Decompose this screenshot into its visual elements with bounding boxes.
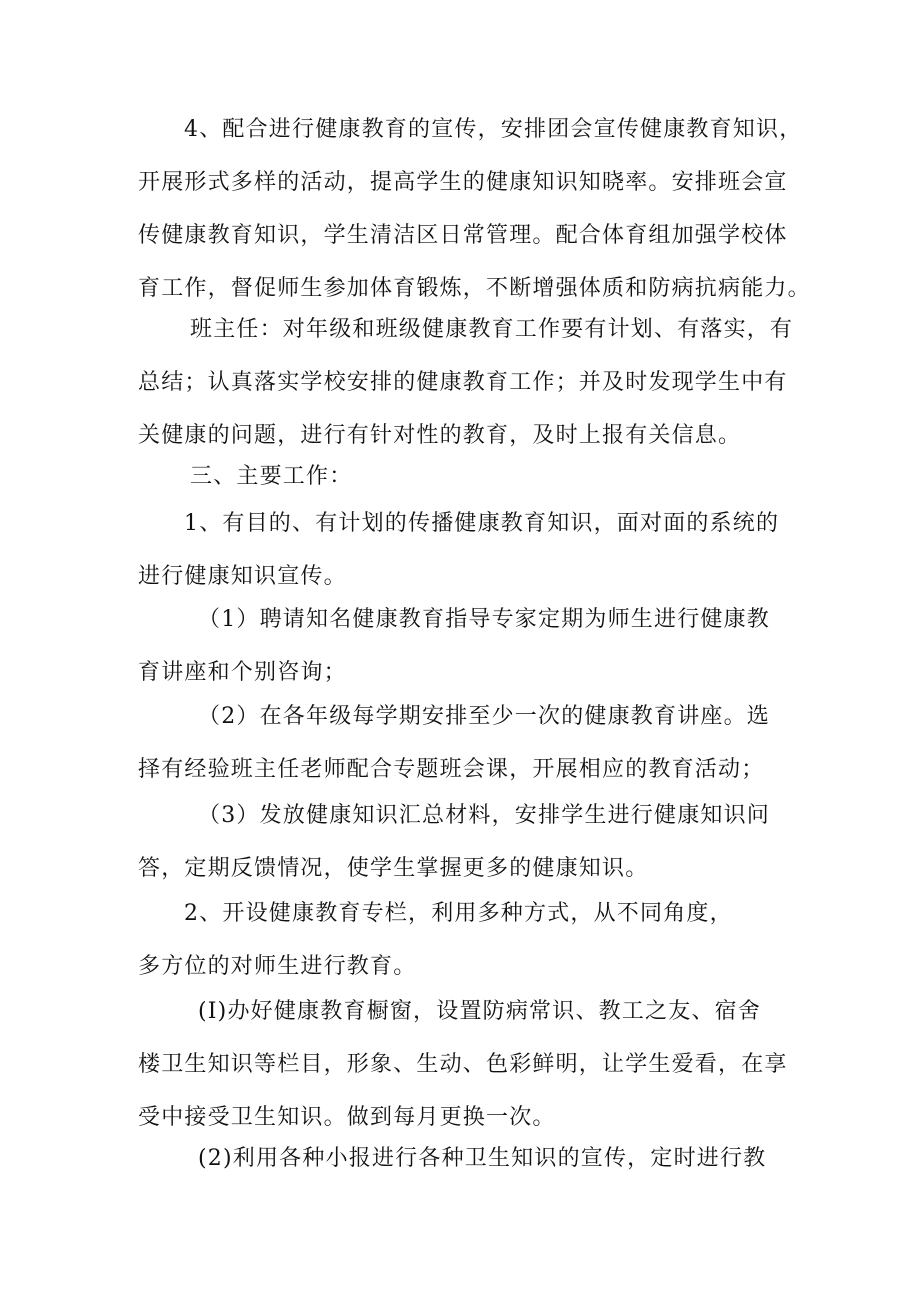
- text-line: （2）在各年级每学期安排至少一次的健康教育讲座。选: [198, 704, 770, 729]
- text-line: 楼卫生知识等栏目，形象、生动、色彩鲜明，让学生爱看，在享: [138, 1052, 788, 1077]
- text-line: 受中接受卫生知识。做到每月更换一次。: [138, 1105, 556, 1130]
- paragraph-subitem-newspaper: [138, 1132, 788, 1185]
- paragraph-subitem-3: [138, 789, 788, 895]
- text-line: 传健康教育知识，学生清洁区日常管理。配合体育组加强学校体: [138, 223, 788, 248]
- text-line: 多方位的对师生进行教育。: [138, 954, 417, 979]
- text-line: 三、主要工作：: [190, 464, 353, 489]
- text-line: (2)利用各种小报进行各种卫生知识的宣传，定时进行教: [198, 1146, 767, 1171]
- paragraph-health-promotion: [138, 103, 811, 315]
- text-line: 4、配合进行健康教育的宣传，安排团会宣传健康教育知识，: [184, 117, 803, 142]
- text-line: 班主任：对年级和班级健康教育工作要有计划、有落实，有: [190, 317, 794, 342]
- text-line: （1）聘请知名健康教育指导专家定期为师生进行健康教: [198, 607, 770, 632]
- text-line: (I)办好健康教育橱窗，设置防病常识、教工之友、宿舍: [198, 999, 762, 1024]
- paragraph-subitem-window: [138, 985, 788, 1144]
- text-line: （3）发放健康知识汇总材料，安排学生进行健康知识问: [198, 803, 770, 828]
- text-line: 择有经验班主任老师配合专题班会课，开展相应的教育活动；: [138, 757, 765, 782]
- paragraph-subitem-2: [138, 690, 788, 796]
- text-line: 1、有目的、有计划的传播健康教育知识，面对面的系统的: [184, 511, 780, 536]
- section-heading-main-work: [138, 450, 788, 503]
- text-line: 关健康的问题，进行有针对性的教育，及时上报有关信息。: [138, 423, 742, 448]
- text-line: 2、开设健康教育专栏，利用多种方式，从不同角度，: [184, 901, 733, 926]
- text-line: 答，定期反馈情况，使学生掌握更多的健康知识。: [138, 856, 649, 881]
- text-line: 进行健康知识宣传。: [138, 564, 347, 589]
- paragraph-subitem-1: [138, 593, 788, 699]
- text-line: 总结；认真落实学校安排的健康教育工作；并及时发现学生中有: [138, 370, 788, 395]
- text-line: 开展形式多样的活动，提高学生的健康知识知晓率。安排班会宣: [138, 170, 788, 195]
- text-line: 育讲座和个别咨询；: [138, 660, 347, 685]
- paragraph-class-teacher: [138, 303, 794, 462]
- paragraph-item-2: [138, 887, 788, 993]
- paragraph-item-1: [138, 497, 788, 603]
- text-line: 育工作，督促师生参加体育锻炼，不断增强体质和防病抗病能力。: [138, 276, 811, 301]
